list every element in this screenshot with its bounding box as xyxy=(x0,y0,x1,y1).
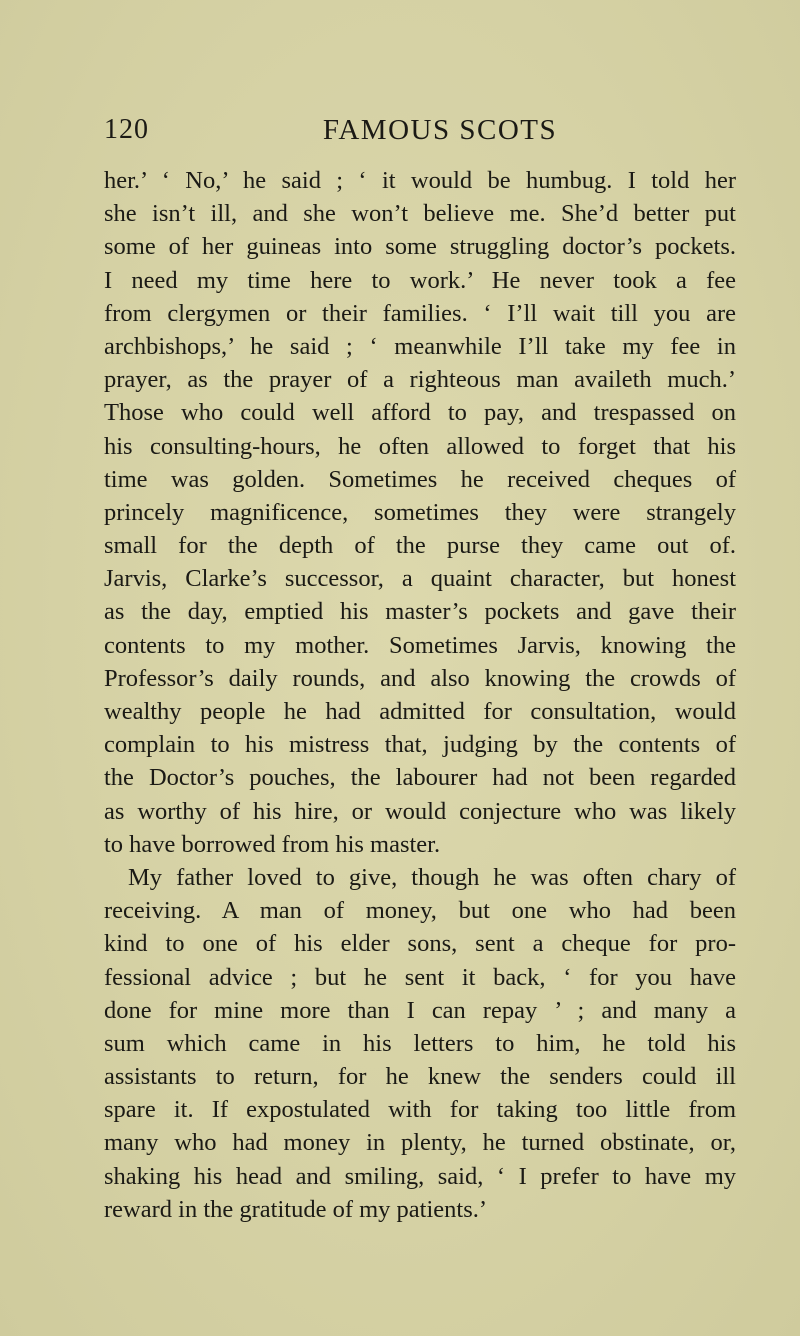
text-line: small for the depth of the purse they came out of. xyxy=(104,532,736,560)
text-line: done for mine more than I can repay ’ ; and many a xyxy=(104,996,736,1024)
text-line: as the day, emptied his master’s pockets and gave their xyxy=(104,598,736,626)
page-header xyxy=(104,112,736,148)
text-line: Jarvis, Clarke’s successor, a quaint character, but honest xyxy=(104,565,736,593)
text-line: time was golden. Sometimes he received cheques of xyxy=(104,465,736,493)
text-line: from clergymen or their families. ‘ I’ll wait till you are xyxy=(104,299,736,327)
text-line: I need my time here to work.’ He never took a fee xyxy=(104,266,736,294)
paragraph-end-line: reward in the gratitude of my patients.’ xyxy=(104,1195,488,1223)
text-line: some of her guineas into some struggling doctor’s pockets. xyxy=(104,233,736,261)
text-line: spare it. If expostulated with for taking too little from xyxy=(104,1096,736,1124)
text-line: his consulting-hours, he often allowed to forget that his xyxy=(104,432,736,460)
text-line: complain to his mistress that, judging by the contents of xyxy=(104,731,736,759)
text-line: fessional advice ; but he sent it back, ‘ for you have xyxy=(104,963,736,991)
text-line: shaking his head and smiling, said, ‘ I prefer to have my xyxy=(104,1162,736,1190)
text-line: wealthy people he had admitted for consultation, would xyxy=(104,698,736,725)
text-line: her.’ ‘ No,’ he said ; ‘ it would be humbug. I told her xyxy=(104,167,736,194)
paragraph-end-line: to have borrowed from his master. xyxy=(104,830,441,858)
text-line: princely magnificence, sometimes they were strangely xyxy=(104,498,736,526)
body-text xyxy=(104,164,736,1226)
text-line: assistants to return, for he knew the senders could ill xyxy=(104,1063,736,1091)
page-number: 120 xyxy=(104,114,149,145)
text-line: the Doctor’s pouches, the labourer had not been regarded xyxy=(104,764,736,792)
text-line: she isn’t ill, and she won’t believe me. She’d better put xyxy=(104,200,736,228)
text-line: prayer, as the prayer of a righteous man availeth much.’ xyxy=(104,366,736,394)
text-line: as worthy of his hire, or would conjecture who was likely xyxy=(104,797,736,825)
text-line: Those who could well afford to pay, and trespassed on xyxy=(104,399,736,427)
text-line: receiving. A man of money, but one who had been xyxy=(104,897,736,925)
text-line: archbishops,’ he said ; ‘ meanwhile I’ll take my fee in xyxy=(104,332,736,360)
text-line: many who had money in plenty, he turned obstinate, or, xyxy=(104,1129,736,1157)
running-title: FAMOUS SCOTS xyxy=(322,114,558,146)
text-line: sum which came in his letters to him, he told his xyxy=(104,1029,736,1057)
text-line: kind to one of his elder sons, sent a cheque for pro- xyxy=(104,930,736,958)
paragraph-start-line: My father loved to give, though he was often chary of xyxy=(128,863,736,891)
text-line: contents to my mother. Sometimes Jarvis, knowing the xyxy=(104,631,736,659)
text-line: Professor’s daily rounds, and also knowing the crowds of xyxy=(104,664,736,692)
